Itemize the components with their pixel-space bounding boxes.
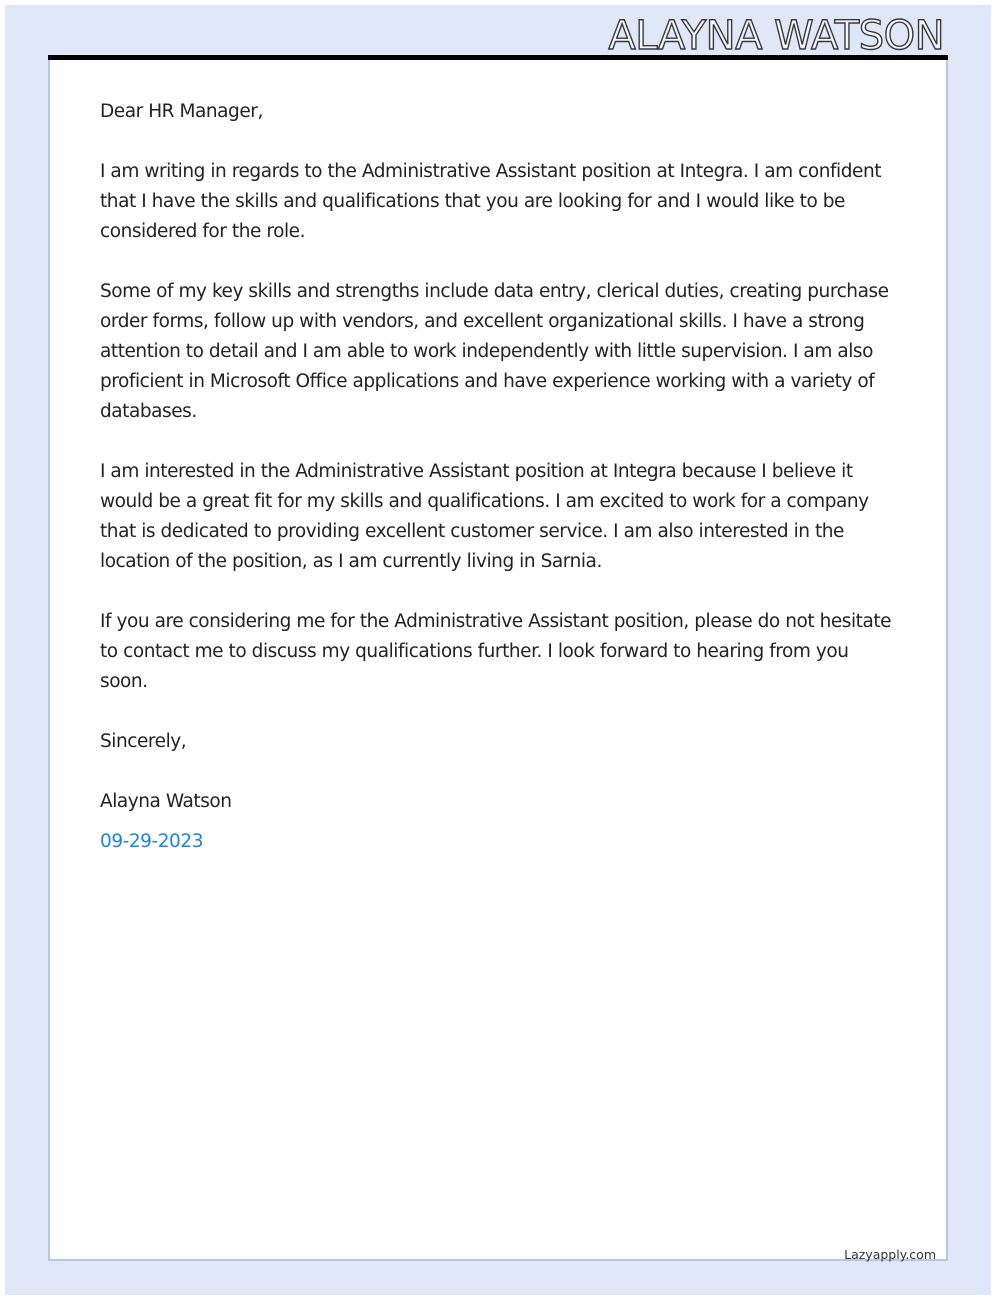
applicant-name-heading: ALAYNA WATSON	[608, 13, 944, 59]
paragraph-closing: If you are considering me for the Administrative Assistant position, please do not hesitate to contact me to discuss my qualifications further. I look forward to hearing from you soon.	[100, 611, 892, 692]
paragraph-skills: Some of my key skills and strengths include data entry, clerical duties, creating purchase order forms, follow up with vendors, and excellent organizational skills. I have a strong attention to detail and I am able to work independently with little supervision. I am also proficient in Microsoft Office applications and have experience working with a variety of databases.	[100, 281, 889, 422]
paragraph-interest: I am interested in the Administrative Assistant position at Integra because I believe it would be a great fit for my skills and qualifications. I am excited to work for a company that is dedicated to providing excellent customer service. I am also interested in the location of the position, as I am currently living in Sarnia.	[100, 461, 869, 572]
salutation: Dear HR Manager,	[100, 101, 263, 122]
paragraph-intro: I am writing in regards to the Administrative Assistant position at Integra. I am confident that I have the skills and qualifications that you are looking for and I would like to be considered for the role.	[100, 161, 882, 242]
closing-phrase: Sincerely,	[100, 731, 187, 752]
footer-brand: Lazyapply.com	[844, 1247, 936, 1262]
letter-date: 09-29-2023	[100, 831, 204, 852]
signature-name: Alayna Watson	[100, 791, 232, 812]
cover-letter-body	[100, 97, 900, 887]
